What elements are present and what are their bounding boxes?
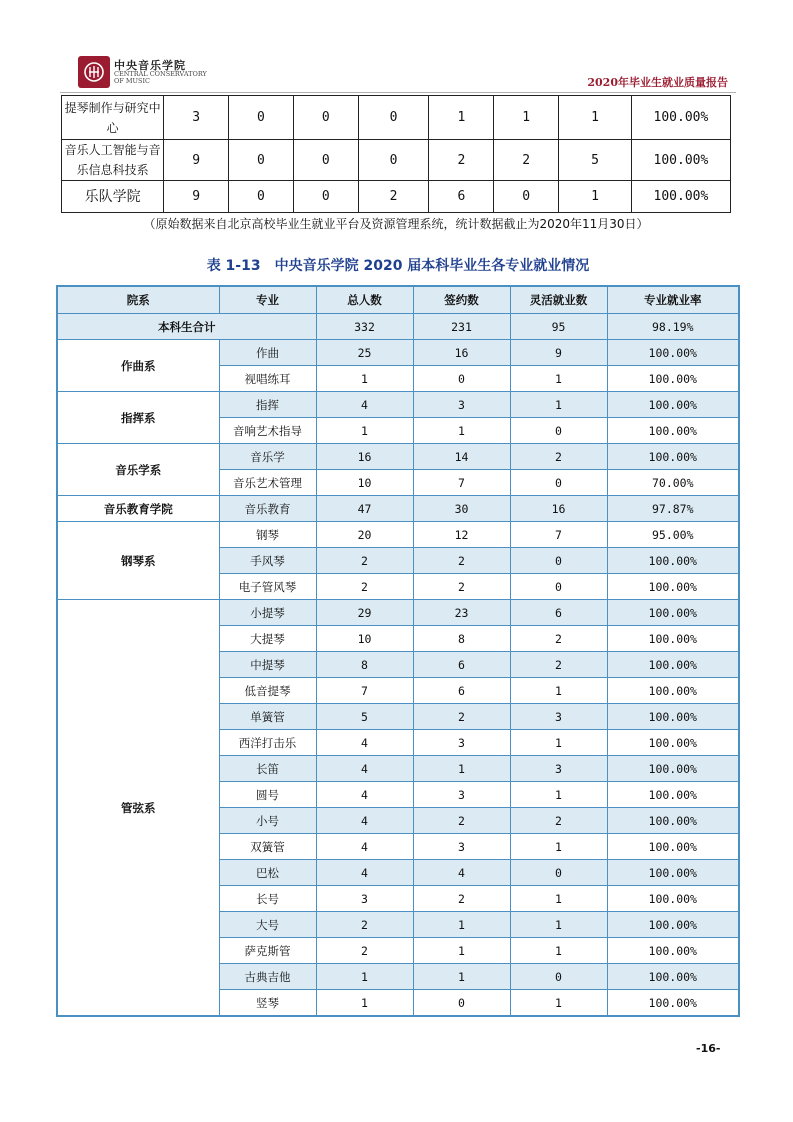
- value-cell: 1: [510, 990, 607, 1017]
- value-cell: 2: [494, 140, 559, 181]
- value-cell: 2: [413, 886, 510, 912]
- value-cell: 9: [510, 340, 607, 366]
- value-cell: 23: [413, 600, 510, 626]
- value-cell: 100.00%: [607, 340, 739, 366]
- value-cell: 14: [413, 444, 510, 470]
- table-row: [57, 600, 739, 626]
- value-cell: 30: [413, 496, 510, 522]
- value-cell: 100.00%: [607, 574, 739, 600]
- value-cell: 1: [510, 912, 607, 938]
- total-cell: 332: [316, 314, 413, 340]
- value-cell: 10: [316, 470, 413, 496]
- major-cell: 双簧管: [219, 834, 316, 860]
- value-cell: 4: [316, 730, 413, 756]
- value-cell: 12: [413, 522, 510, 548]
- major-cell: 圆号: [219, 782, 316, 808]
- table-row: [57, 392, 739, 418]
- value-cell: 0: [510, 860, 607, 886]
- unit-name-cell: 音乐人工智能与音乐信息科技系: [62, 140, 164, 181]
- value-cell: 0: [229, 96, 294, 140]
- value-cell: 100.00%: [607, 938, 739, 964]
- value-cell: 2: [316, 548, 413, 574]
- value-cell: 47: [316, 496, 413, 522]
- value-cell: 1: [510, 366, 607, 392]
- value-cell: 4: [316, 392, 413, 418]
- value-cell: 9: [164, 140, 229, 181]
- value-cell: 3: [510, 704, 607, 730]
- department-cell: 钢琴系: [57, 522, 219, 600]
- value-cell: 16: [510, 496, 607, 522]
- value-cell: 100.00%: [607, 912, 739, 938]
- logo-english-line2: OF MUSIC: [114, 77, 151, 85]
- value-cell: 0: [293, 96, 358, 140]
- department-cell: 作曲系: [57, 340, 219, 392]
- value-cell: 2: [358, 181, 429, 213]
- value-cell: 2: [510, 626, 607, 652]
- value-cell: 1: [559, 181, 632, 213]
- value-cell: 0: [510, 964, 607, 990]
- value-cell: 1: [429, 96, 494, 140]
- value-cell: 3: [164, 96, 229, 140]
- major-cell: 巴松: [219, 860, 316, 886]
- value-cell: 3: [316, 886, 413, 912]
- value-cell: 1: [510, 392, 607, 418]
- value-cell: 100.00%: [607, 782, 739, 808]
- value-cell: 1: [510, 938, 607, 964]
- value-cell: 7: [413, 470, 510, 496]
- value-cell: 1: [510, 782, 607, 808]
- major-cell: 长号: [219, 886, 316, 912]
- value-cell: 29: [316, 600, 413, 626]
- value-cell: 100.00%: [607, 652, 739, 678]
- value-cell: 97.87%: [607, 496, 739, 522]
- conservatory-logo-icon: [78, 56, 110, 88]
- value-cell: 2: [316, 574, 413, 600]
- header-cell: 院系: [57, 286, 219, 314]
- value-cell: 6: [413, 678, 510, 704]
- total-cell: 98.19%: [607, 314, 739, 340]
- value-cell: 5: [316, 704, 413, 730]
- header-cell: 签约数: [413, 286, 510, 314]
- total-row: [57, 314, 739, 340]
- major-cell: 西洋打击乐: [219, 730, 316, 756]
- source-note: （原始数据来自北京高校毕业生就业平台及资源管理系统，统计数据截止为2020年11月30日）: [143, 217, 649, 231]
- value-cell: 3: [510, 756, 607, 782]
- value-cell: 2: [316, 938, 413, 964]
- value-cell: 2: [510, 652, 607, 678]
- value-cell: 100.00%: [607, 392, 739, 418]
- major-cell: 音乐教育: [219, 496, 316, 522]
- header-cell: 灵活就业数: [510, 286, 607, 314]
- total-cell: 231: [413, 314, 510, 340]
- value-cell: 2: [429, 140, 494, 181]
- continued-table: [61, 95, 731, 213]
- value-cell: 3: [413, 834, 510, 860]
- value-cell: 2: [413, 548, 510, 574]
- employment-table: [56, 285, 740, 1017]
- value-cell: 3: [413, 730, 510, 756]
- major-cell: 长笛: [219, 756, 316, 782]
- value-cell: 8: [413, 626, 510, 652]
- value-cell: 100.00%: [607, 990, 739, 1017]
- major-cell: 大号: [219, 912, 316, 938]
- page-number: -16-: [696, 1042, 721, 1055]
- table-row: [62, 181, 731, 213]
- major-cell: 音乐艺术管理: [219, 470, 316, 496]
- value-cell: 1: [316, 990, 413, 1017]
- value-cell: 10: [316, 626, 413, 652]
- value-cell: 100.00%: [607, 730, 739, 756]
- table-row: [57, 496, 739, 522]
- value-cell: 4: [316, 756, 413, 782]
- table-row: [57, 340, 739, 366]
- major-cell: 作曲: [219, 340, 316, 366]
- value-cell: 5: [559, 140, 632, 181]
- value-cell: 2: [510, 444, 607, 470]
- value-cell: 4: [316, 834, 413, 860]
- department-cell: 音乐学系: [57, 444, 219, 496]
- value-cell: 100.00%: [607, 834, 739, 860]
- table-row: [62, 140, 731, 181]
- value-cell: 20: [316, 522, 413, 548]
- value-cell: 1: [494, 96, 559, 140]
- value-cell: 0: [413, 990, 510, 1017]
- value-cell: 1: [413, 964, 510, 990]
- value-cell: 2: [316, 912, 413, 938]
- major-cell: 中提琴: [219, 652, 316, 678]
- value-cell: 100.00%: [607, 704, 739, 730]
- header-divider: [60, 92, 736, 93]
- value-cell: 4: [316, 860, 413, 886]
- value-cell: 2: [413, 574, 510, 600]
- value-cell: 6: [413, 652, 510, 678]
- major-cell: 音乐学: [219, 444, 316, 470]
- value-cell: 9: [164, 181, 229, 213]
- value-cell: 0: [510, 574, 607, 600]
- major-cell: 视唱练耳: [219, 366, 316, 392]
- total-cell: 95: [510, 314, 607, 340]
- major-cell: 手风琴: [219, 548, 316, 574]
- value-cell: 100.00%: [631, 140, 730, 181]
- value-cell: 0: [494, 181, 559, 213]
- value-cell: 0: [229, 181, 294, 213]
- value-cell: 100.00%: [607, 366, 739, 392]
- value-cell: 3: [413, 392, 510, 418]
- major-cell: 小提琴: [219, 600, 316, 626]
- major-cell: 小号: [219, 808, 316, 834]
- value-cell: 1: [510, 678, 607, 704]
- value-cell: 7: [316, 678, 413, 704]
- value-cell: 100.00%: [607, 678, 739, 704]
- value-cell: 0: [293, 140, 358, 181]
- major-cell: 指挥: [219, 392, 316, 418]
- department-cell: 管弦系: [57, 600, 219, 1017]
- value-cell: 1: [559, 96, 632, 140]
- value-cell: 2: [413, 808, 510, 834]
- value-cell: 0: [358, 140, 429, 181]
- value-cell: 1: [413, 418, 510, 444]
- value-cell: 1: [510, 886, 607, 912]
- value-cell: 1: [510, 834, 607, 860]
- page-header: [76, 54, 732, 90]
- value-cell: 16: [316, 444, 413, 470]
- value-cell: 70.00%: [607, 470, 739, 496]
- unit-name-cell: 乐队学院: [62, 181, 164, 213]
- major-cell: 电子管风琴: [219, 574, 316, 600]
- table-row: [57, 444, 739, 470]
- department-cell: 音乐教育学院: [57, 496, 219, 522]
- value-cell: 100.00%: [607, 418, 739, 444]
- value-cell: 7: [510, 522, 607, 548]
- report-title: 2020年毕业生就业质量报告: [587, 76, 728, 89]
- value-cell: 100.00%: [631, 181, 730, 213]
- value-cell: 100.00%: [607, 444, 739, 470]
- header-cell: 专业: [219, 286, 316, 314]
- value-cell: 95.00%: [607, 522, 739, 548]
- value-cell: 1: [316, 418, 413, 444]
- major-cell: 单簧管: [219, 704, 316, 730]
- value-cell: 0: [510, 548, 607, 574]
- major-cell: 古典吉他: [219, 964, 316, 990]
- value-cell: 100.00%: [607, 860, 739, 886]
- major-cell: 钢琴: [219, 522, 316, 548]
- value-cell: 6: [510, 600, 607, 626]
- table-row: [62, 96, 731, 140]
- value-cell: 100.00%: [607, 626, 739, 652]
- value-cell: 25: [316, 340, 413, 366]
- logo-chinese-name: 中央音乐学院: [114, 59, 186, 72]
- value-cell: 2: [510, 808, 607, 834]
- value-cell: 4: [316, 808, 413, 834]
- value-cell: 100.00%: [607, 600, 739, 626]
- major-cell: 低音提琴: [219, 678, 316, 704]
- major-cell: 竖琴: [219, 990, 316, 1017]
- department-cell: 指挥系: [57, 392, 219, 444]
- value-cell: 4: [316, 782, 413, 808]
- header-cell: 总人数: [316, 286, 413, 314]
- table-row: [57, 522, 739, 548]
- value-cell: 100.00%: [607, 886, 739, 912]
- value-cell: 2: [413, 704, 510, 730]
- value-cell: 0: [229, 140, 294, 181]
- value-cell: 0: [510, 418, 607, 444]
- value-cell: 8: [316, 652, 413, 678]
- value-cell: 0: [293, 181, 358, 213]
- value-cell: 1: [413, 912, 510, 938]
- total-label: 本科生合计: [57, 314, 316, 340]
- logo-english-line1: CENTRAL CONSERVATORY: [114, 70, 207, 78]
- value-cell: 100.00%: [607, 964, 739, 990]
- value-cell: 1: [510, 730, 607, 756]
- table-caption: 表 1-13 中央音乐学院 2020 届本科毕业生各专业就业情况: [206, 258, 590, 274]
- value-cell: 1: [316, 366, 413, 392]
- value-cell: 100.00%: [631, 96, 730, 140]
- value-cell: 4: [413, 860, 510, 886]
- logo-english-name: [114, 71, 207, 85]
- value-cell: 0: [358, 96, 429, 140]
- value-cell: 6: [429, 181, 494, 213]
- value-cell: 3: [413, 782, 510, 808]
- major-cell: 大提琴: [219, 626, 316, 652]
- value-cell: 100.00%: [607, 756, 739, 782]
- value-cell: 0: [510, 470, 607, 496]
- unit-name-cell: 提琴制作与研究中心: [62, 96, 164, 140]
- value-cell: 1: [413, 938, 510, 964]
- value-cell: 1: [413, 756, 510, 782]
- major-cell: 音响艺术指导: [219, 418, 316, 444]
- value-cell: 16: [413, 340, 510, 366]
- table-header-row: [57, 286, 739, 314]
- header-cell: 专业就业率: [607, 286, 739, 314]
- value-cell: 100.00%: [607, 548, 739, 574]
- major-cell: 萨克斯管: [219, 938, 316, 964]
- value-cell: 1: [316, 964, 413, 990]
- value-cell: 100.00%: [607, 808, 739, 834]
- value-cell: 0: [413, 366, 510, 392]
